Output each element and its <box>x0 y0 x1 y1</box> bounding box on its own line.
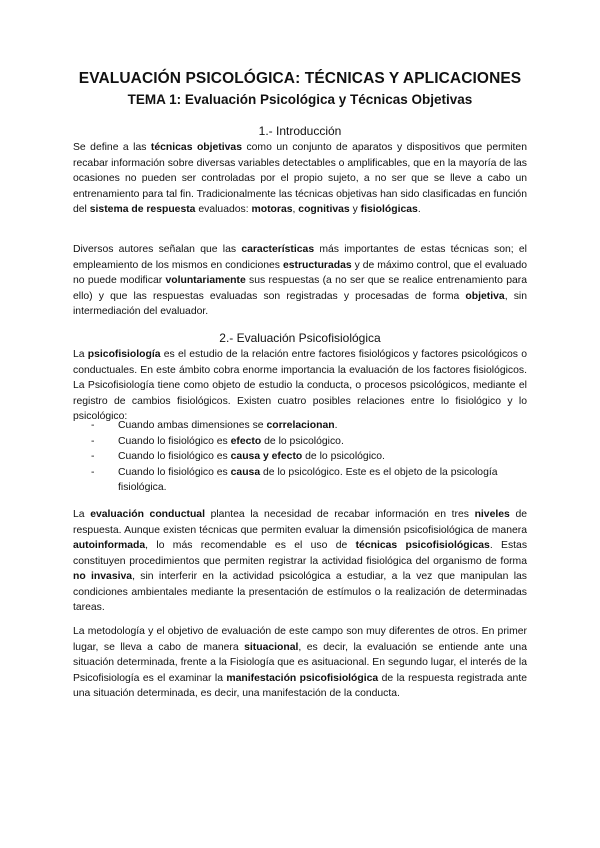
bold-term: motoras <box>251 204 293 215</box>
document-title: EVALUACIÓN PSICOLÓGICA: TÉCNICAS Y APLICACIONES <box>78 70 522 87</box>
paragraph-intro-1: Se define a las técnicas objetivas como un conjunto de aparatos y dispositivos que permiten recabar información sobre diversas variables detectables o amplificables, que en la mayoría de las ocasiones no pueden ser controladas por el propio sujeto, a no ser que se lleve a cabo un entrenamiento para tal fin. Tradicionalmente las técnicas objetivas han sido clasificadas en función del sistema de respuesta evaluados: motoras, cognitivas y fisiológicas. <box>73 142 527 215</box>
bold-term: situacional <box>244 641 299 653</box>
bold-term: efecto <box>230 435 262 447</box>
paragraph-psicofisiologia-1: La psicofisiología es el estudio de la relación entre factores fisiológicos y factores psicológicos o conductuales. En este ámbito cobra enorme importancia la evaluación de los factores fisiológicos. La Psicofisiología tiene como objeto de estudio la conducta, o procesos psicológicos, mediante el registro de cambios fisiológicos. Existen cuatro posibles relaciones entre lo fisiológico y lo psicológico: <box>73 349 527 422</box>
bold-term: niveles <box>474 509 510 520</box>
list-item-text: Cuando lo fisiológico es causa y efecto de lo psicológico. <box>118 451 385 462</box>
list-item <box>73 434 527 450</box>
bold-term: causa <box>230 466 261 478</box>
bold-term: causa y efecto <box>230 451 303 462</box>
bold-term: objetiva <box>465 290 505 302</box>
bold-term: cognitivas <box>298 204 350 215</box>
list-item-text: Cuando ambas dimensiones se correlacionan. <box>118 420 338 431</box>
bold-term: técnicas psicofisiológicas <box>355 540 490 551</box>
bold-term: técnicas objetivas <box>150 142 242 153</box>
list-marker: - <box>91 466 95 478</box>
bold-term: autoinformada <box>73 540 146 551</box>
bold-term: manifestación psicofisiológica <box>226 672 379 684</box>
bold-term: evaluación conductual <box>90 509 205 520</box>
paragraph-psicofisiologia-2: La evaluación conductual plantea la necesidad de recabar información en tres niveles de respuesta. Aunque existen técnicas que permiten evaluar la dimensión psicofisiológica de manera autoinformada, lo más recomendable es el uso de técnicas psicofisiológicas. Estas constituyen procedimientos que permiten registrar la actividad fisiológica del organismo de forma no invasiva, sin interferir en la actividad psicológica a estudiar, a la vez que manipulan las condiciones ambientales mediante la presentación de estímulos o la realización de determinadas tareas. <box>73 509 528 613</box>
paragraph-intro-2: Diversos autores señalan que las características más importantes de estas técnicas son; el empleamiento de los mismos en condiciones estructuradas y de máximo control, que el evaluado no puede modificar voluntariamente sus respuestas (a no ser que se realice entrenamiento para ello) y que las respuestas evaluadas son registradas y procesadas de forma objetiva, sin intermediación del evaluador. <box>73 244 527 317</box>
bold-term: características <box>241 244 315 255</box>
section-heading-introduccion: 1.- Introducción <box>258 124 342 138</box>
paragraph-psicofisiologia-3: La metodología y el objetivo de evaluación de este campo son muy diferentes de otros. En primer lugar, se lleva a cabo de manera situacional, es decir, la evaluación se entiende ante una situación determinada, frente a la Fisiología que es asituacional. En segundo lugar, el interés de la Psicofisiología es el examinar la manifestación psicofisiológica de la respuesta registrada ante una situación determinada, es decir, una manifestación de la conducta. <box>73 626 527 699</box>
list-item-text: Cuando lo fisiológico es causa de lo psicológico. Este es el objeto de la psicología fisiológica. <box>118 466 498 493</box>
relations-list <box>73 418 527 496</box>
document-subtitle: TEMA 1: Evaluación Psicológica y Técnicas Objetivas <box>127 92 473 107</box>
list-item <box>73 418 527 434</box>
list-marker: - <box>91 435 95 447</box>
list-marker: - <box>91 420 95 431</box>
section-heading-psicofisiologica: 2.- Evaluación Psicofisiológica <box>219 331 381 345</box>
bold-term: estructuradas <box>282 259 352 271</box>
list-item <box>73 449 527 465</box>
bold-term: correlacionan <box>266 420 335 431</box>
list-marker: - <box>91 451 95 462</box>
bold-term: psicofisiología <box>87 349 161 360</box>
bold-term: no invasiva <box>73 571 133 582</box>
bold-term: voluntariamente <box>165 275 246 286</box>
list-item <box>73 465 527 496</box>
list-item-text: Cuando lo fisiológico es efecto de lo psicológico. <box>118 435 344 447</box>
bold-term: sistema de respuesta <box>89 204 196 215</box>
bold-term: fisiológicas <box>360 204 418 215</box>
